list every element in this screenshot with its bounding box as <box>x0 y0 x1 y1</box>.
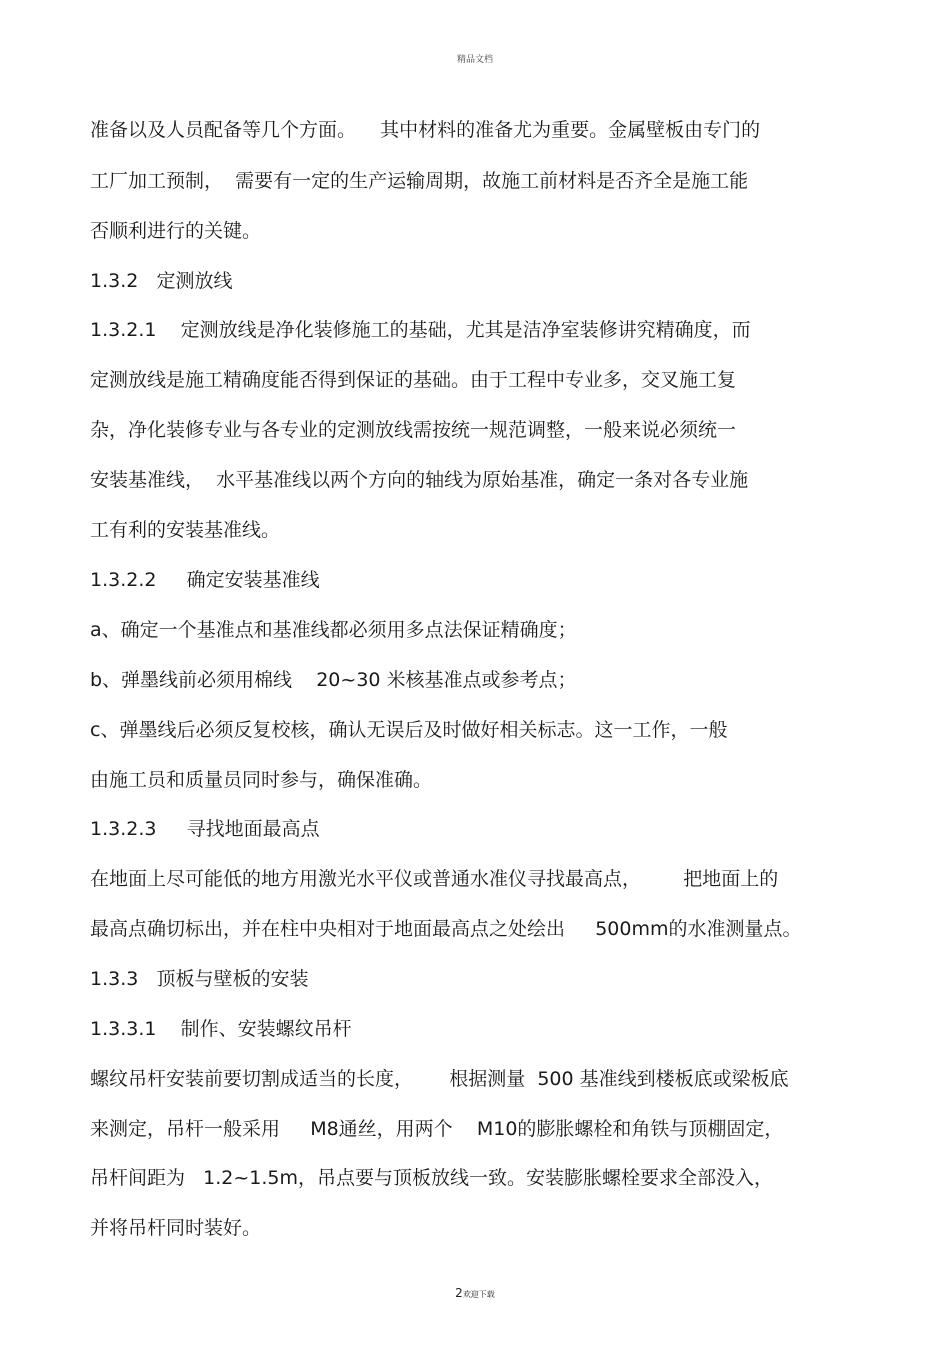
text-line: 杂，净化装修专业与各专业的定测放线需按统一规范调整，一般来说必须统一 <box>90 419 737 441</box>
text-line: 吊杆间距为 1.2~1.5m，吊点要与顶板放线一致。安装膨胀螺栓要求全部没入， <box>90 1167 773 1189</box>
text-line: 安装基准线， 水平基准线以两个方向的轴线为原始基准，确定一条对各专业施 <box>90 469 749 491</box>
text-line: 在地面上尽可能低的地方用激光水平仪或普通水准仪寻找最高点， 把地面上的 <box>90 868 779 890</box>
text-line: 螺纹吊杆安装前要切割成适当的长度， 根据测量 500 基准线到楼板底或梁板底 <box>90 1068 789 1090</box>
list-item: b、弹墨线前必须用棉线 20~30 米核基准点或参考点； <box>90 669 577 691</box>
text-line: 准备以及人员配备等几个方面。 其中材料的准备尤为重要。金属壁板由专门的 <box>90 119 761 141</box>
text-line: 否顺利进行的关键。 <box>90 220 262 242</box>
text-line: 最高点确切标出，并在柱中央相对于地面最高点之处绘出 500mm的水准测量点。 <box>90 918 802 940</box>
section-heading: 1.3.2.3 寻找地面最高点 <box>90 818 320 840</box>
text-line: 定测放线是施工精确度能否得到保证的基础。由于工程中专业多，交叉施工复 <box>90 369 737 391</box>
text-line: 来测定，吊杆一般采用 M8通丝，用两个 M10的膨胀螺栓和角铁与顶棚固定， <box>90 1118 784 1140</box>
section-heading: 1.3.3.1 制作、安装螺纹吊杆 <box>90 1018 352 1040</box>
footer-text: 欢迎下载 <box>462 1290 495 1299</box>
text-line: 工有利的安装基准线。 <box>90 519 281 541</box>
page-header: 精品文档 <box>456 55 493 65</box>
list-item: a、确定一个基准点和基准线都必须用多点法保证精确度； <box>90 619 577 641</box>
text-line: 由施工员和质量员同时参与，确保准确。 <box>90 769 433 791</box>
text-line: 1.3.2.1 定测放线是净化装修施工的基础，尤其是洁净室装修讲究精确度，而 <box>90 319 751 341</box>
page-number: 2 <box>455 1286 463 1300</box>
text-line: 工厂加工预制， 需要有一定的生产运输周期，故施工前材料是否齐全是施工能 <box>90 170 749 192</box>
section-heading: 1.3.2.2 确定安装基准线 <box>90 569 320 591</box>
section-heading: 1.3.2 定测放线 <box>90 270 233 292</box>
section-heading: 1.3.3 顶板与壁板的安装 <box>90 968 309 990</box>
text-line: 并将吊杆同时装好。 <box>90 1217 262 1239</box>
page-footer <box>0 1282 950 1301</box>
list-item: c、弹墨线后必须反复校核，确认无误后及时做好相关标志。这一工作，一般 <box>90 719 728 741</box>
